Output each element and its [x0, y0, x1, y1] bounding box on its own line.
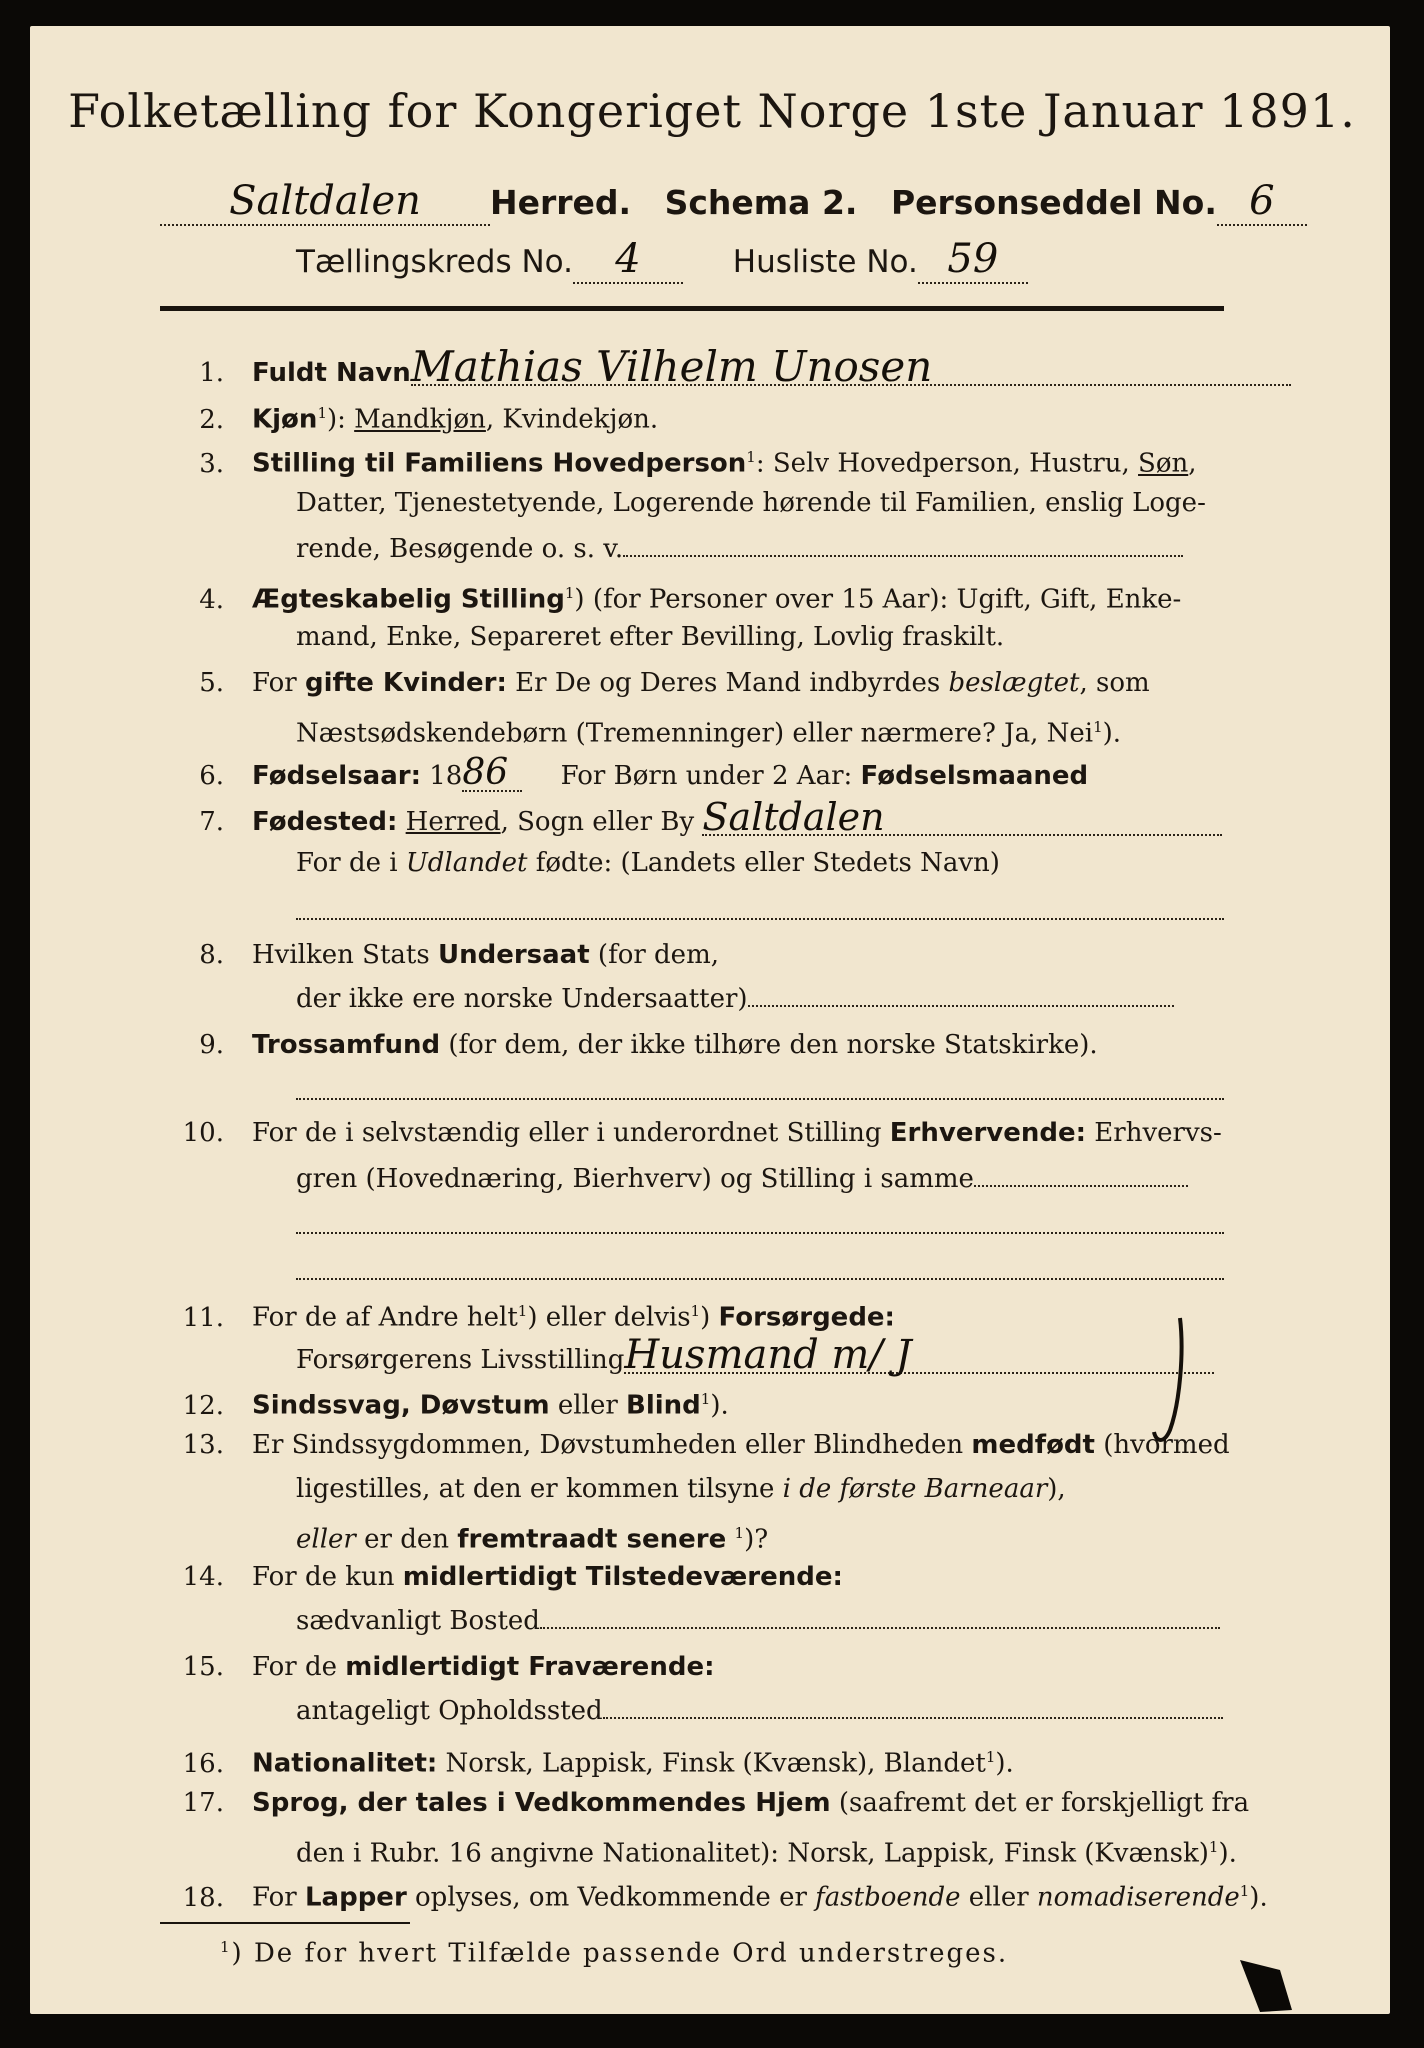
schema-label: Schema 2.	[664, 183, 858, 222]
footnote: $^1$) De for hvert Tilfælde passende Ord understreges.	[220, 1938, 1009, 1969]
birth-year-value: 86	[462, 756, 522, 792]
item-4: 4. Ægteskabelig Stilling$^1$) (for Personer over 15 Aar): Ugift, Gift, Enke-	[199, 584, 1182, 615]
provider-occupation-value: Husmand m/ J	[624, 1338, 1214, 1374]
item-16: 16. Nationalitet: Norsk, Lappisk, Finsk (Kvænsk), Blandet$^1$).	[182, 1748, 1014, 1779]
husliste-value: 59	[918, 236, 1028, 284]
item-10: 10. For de i selvstændig eller i underordnet Stilling Erhvervende: Erhvervs-	[182, 1118, 1222, 1148]
form-title: Folketælling for Kongeriget Norge 1ste Januar 1891.	[68, 84, 1356, 138]
full-name-value: Mathias Vilhelm Unosen	[411, 350, 1291, 386]
item-13: 13. Er Sindssygdommen, Døvstumheden eller Blindheden medfødt (hvormed	[182, 1430, 1230, 1460]
item-3: 3. Stilling til Familiens Hovedperson$^1$: Selv Hovedperson, Hustru, Søn,	[199, 448, 1197, 479]
item-6: 6. Fødselsaar: 1886 For Børn under 2 Aar: Fødselsmaaned	[199, 752, 1089, 793]
kreds-label: Tællingskreds No.	[296, 244, 573, 280]
birthplace-selected: Herred	[405, 807, 501, 837]
item-1: 1. Fuldt NavnMathias Vilhelm Unosen	[160, 350, 1291, 390]
kreds-value: 4	[573, 236, 683, 284]
header-line-3	[296, 236, 1028, 284]
item-11: 11. For de af Andre helt$^1$) eller delvis$^1$) Forsørgede:	[182, 1302, 895, 1333]
handwritten-stroke	[1140, 1312, 1200, 1452]
herred-value: Saltdalen	[160, 178, 490, 226]
personseddel-label: Personseddel No.	[890, 183, 1217, 222]
item-2: 2. Kjøn$^1$): Mandkjøn, Kvindekjøn.	[199, 404, 659, 435]
item-5: 5. For gifte Kvinder: Er De og Deres Mand indbyrdes beslægtet, som	[199, 668, 1150, 698]
item-14: 14. For de kun midlertidigt Tilstedeværende:	[182, 1562, 843, 1592]
family-position-selected: Søn	[1138, 448, 1189, 479]
birthplace-value: Saltdalen	[702, 800, 1222, 836]
header-rule	[160, 306, 1224, 311]
item-12: 12. Sindssvag, Døvstum eller Blind$^1$).	[182, 1390, 729, 1421]
herred-label: Herred.	[490, 183, 632, 222]
item-8: 8. Hvilken Stats Undersaat (for dem,	[199, 940, 719, 970]
item-9: 9. Trossamfund (for dem, der ikke tilhøre den norske Statskirke).	[199, 1030, 1098, 1060]
full-name-label: Fuldt Navn	[252, 358, 411, 388]
header-line-2	[160, 178, 1307, 226]
husliste-label: Husliste No.	[732, 244, 918, 280]
ink-blot	[1230, 1950, 1300, 2020]
item-17: 17. Sprog, der tales i Vedkommendes Hjem (saafremt det er forskjelligt fra	[182, 1788, 1250, 1818]
gender-selected: Mandkjøn	[354, 404, 486, 435]
item-15: 15. For de midlertidigt Fraværende:	[182, 1652, 715, 1682]
item-7: 7. Fødested: Herred, Sogn eller By Saltdalen	[160, 800, 1222, 839]
item-18: 18. For Lapper oplyses, om Vedkommende er fastboende eller nomadiserende$^1$).	[182, 1882, 1268, 1913]
personseddel-value: 6	[1217, 178, 1307, 226]
footnote-rule	[160, 1922, 410, 1924]
